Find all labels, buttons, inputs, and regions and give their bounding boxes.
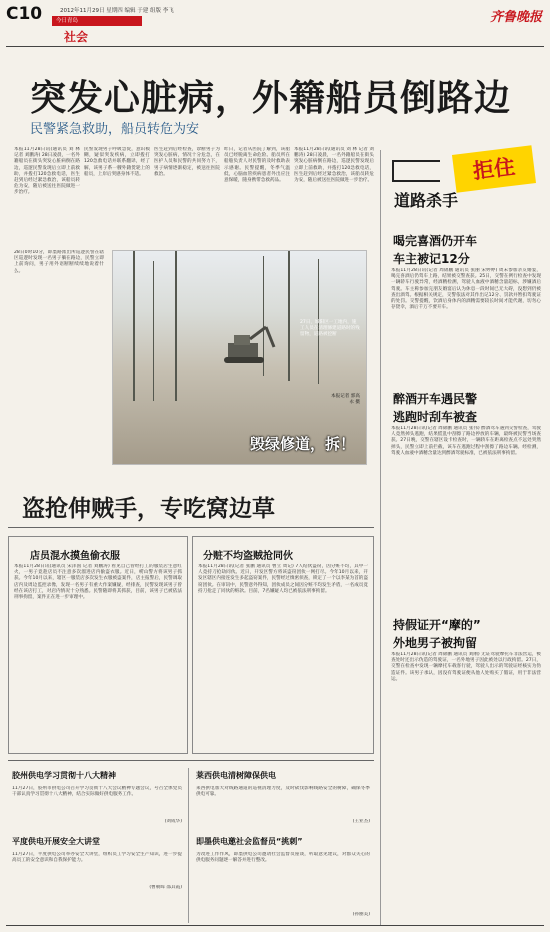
column-divider (380, 150, 381, 925)
right-story3-headline-1: 持假证开“摩的” (393, 618, 481, 632)
right-story1-body: 本报11月28日讯(记者 周锦鹏 通讯员 张丽 宋婷婷) 周末参加亲友婚宴，喝完喜酒后仍驾车上路，结果被交警查获。25日，交警在例行检查中发现一辆轿车行驶异常，经酒精检测，驾驶人血液中酒精含量超标，涉嫌酒后驾驶。车主称参加完朋友婚宴后认为休息一段时间已无大碍，没想到仍被查出酒驾。根据相关规定，交警依法对其作出记12分、罚款并暂扣驾驶证的处罚。交警提醒，饮酒后身体内的酒精需要较长时间才能代谢，切勿心存侥幸，酒后千万不要开车。 (391, 268, 541, 311)
story2-body: 本报11月28日讯(记者 张鹏 通讯员 曹立 周记) 7人结伙盗窃，因分赃不均，其中一人竟持刀抢劫同伙。近日，开发区警方将该盗窃团伙一网打尽。今年10月以来，开发区辖区内接连发生多起盗窃案件，民警经过缜密侦查，锁定了一个以李某为首的盗窃团伙。在审讯中，民警意外得知，团伙成员之间因分赃不均发生矛盾，一名成员竟持刀抢走了同伙的赃款。目前，7名嫌疑人均已被依法刑事拘留。 (198, 564, 368, 594)
story1-body: 本报11月28日讯(通讯员 宋泽国 记者 刘鹏涛) 看见自己曾经打工的服装店生意红火，一男子竟趁店员不注意多次溜进店内偷盗衣服。近日，崂山警方将该男子抓获。今年10月以来，辖区一服装店多次发生衣服被盗案件，店主报警后，民警调取店内及周边监控录像，发现一名男子有重大作案嫌疑，经排查，民警发现该男子曾经在该店打工，对店内情况十分熟悉。民警随即将其抓获，目前，该男子已被依法刑事拘留，案件正在进一步审理中。 (14, 564, 182, 601)
main-story-col4: 昨日，记者从医院了解到，该船员已经脱离生命危险。船员所在船舶负责人对民警的及时救助表示感谢。民警提醒，冬季气温低，心脑血管疾病患者外出应注意保暖，随身携带急救药品。 (224, 147, 290, 184)
section-name: 社会 (64, 30, 89, 44)
masthead-logo: 齐鲁晚报 (489, 10, 542, 25)
bottom-rule (8, 760, 374, 761)
right-story3-body: 本报11月28日讯(记者 周锦鹏 通讯员 刘刚) 无证驾驶摩托车非法营运，被查处时还出示伪造的驾驶证，一名外地男子因此被处以行政拘留。27日，交警在检查中发现一辆摩托车载客行驶，驾驶人出示的驾驶证经核实为伪造证件。该男子承认，因没有驾驶证便从他人处购买了假证，用于非法营运。 (391, 652, 541, 682)
brief-right2-body: 为改进工作作风，即墨供电公司邀请社会监督员座谈，听取意见建议，对群众关心的供电服务问题逐一解答并进行整改。 (196, 852, 370, 864)
brief-left2-body: 11月27日，平度供电公司举办安全大讲堂，组织员工学习安全生产知识，进一步提高员工的安全意识和自我保护能力。 (12, 852, 182, 864)
photo-headline: 毁绿修道，拆！ (250, 435, 356, 453)
right-story2-body: 本报11月28日讯(记者 周锦鹏 通讯员 张伟) 醉酒驾车遇到交警检查，驾驶人竟然掉头逃跑，结果慌乱中刮擦了路边停放的车辆，最终被民警当场查获。27日晚，交警在辖区设卡检查时，一辆轿车在距离检查点不远处突然掉头，民警立即上前拦截，该车在逃跑过程中刮擦了路边车辆。经检测，驾驶人血液中酒精含量达到醉酒驾驶标准，已被依法刑事拘留。 (391, 426, 541, 456)
main-subhead: 民警紧急救助，船员转危为安 (30, 122, 200, 137)
column-bracket (392, 160, 440, 182)
brief-left2-title: 平度供电开展安全大讲堂 (12, 837, 100, 846)
brief-right1-title: 莱西供电清树障保供电 (196, 771, 276, 780)
section2-rule (8, 527, 374, 528)
column-title: 道路杀手 (394, 191, 459, 210)
brief-right1-credit: (王业杰) (352, 819, 370, 824)
photo-credit: 本报记者 郭高永 摄 (330, 394, 360, 405)
column-stamp: 拒住 (452, 145, 536, 192)
footer-rule (6, 925, 544, 926)
right-story2-headline-1: 醉酒开车遇民警 (393, 392, 478, 406)
main-story-col1b: 28日0时10分，即墨路派出所巡逻民警在辖区巡逻时发现一名男子躺在路边，民警立即上前询问，男子用外语断断续续地说着什么。 (14, 250, 104, 274)
story1-title: 店员混水摸鱼偷衣服 (30, 551, 120, 562)
excavator-icon (208, 321, 278, 366)
brief-right1-body: 莱西供电加大对线路通道的巡视清理力度，及时砍伐影响线路安全的树障，确保冬季供电可靠。 (196, 786, 370, 798)
page-number: C10 (6, 4, 43, 24)
brief-left1-body: 11月27日，胶州市供电公司召开学习贯彻十八大会议精神专题会议，号召全体党员干部认真学习贯彻十八大精神，结合实际做好供电服务工作。 (12, 786, 182, 798)
main-story-col5: 本报11月28日讯(通讯员 刘 林 记者 刘鹏涛) 28日凌晨，一名外籍船员在街头突发心脏病倒在路边，巡逻民警发现后立即上前救助，并拨打120急救电话，医生赶到后经过紧急救治，该船员转危为安，随后被送往医院做进一步治疗。 (294, 147, 374, 184)
brief-right2-credit: (孙丽美) (352, 912, 370, 917)
section2-headline: 盗抢伸贼手，专吃窝边草 (22, 496, 275, 522)
brief-left2-credit: (曹朝晖 邵其霞) (149, 885, 182, 890)
main-headline: 突发心脏病，外籍船员倒路边 (30, 78, 512, 119)
section-tag: 今日青岛 (52, 16, 142, 26)
dateline: 2012年11月29日 星期四 编辑 于建 组版 李飞 (60, 8, 174, 14)
bottom-divider (188, 768, 189, 923)
main-story-col1: 本报11月28日讯(通讯员 刘 林 记者 刘鹏涛) 28日凌晨，一名外籍船员在街头突发心脏病倒在路边，巡逻民警发现后立即上前救助，并拨打120急救电话，医生赶到后经过紧急救治，该船员转危为安，随后被送往医院做进一步治疗。 (14, 147, 80, 196)
brief-left1-title: 胶州供电学习贯彻十八大精神 (12, 771, 116, 780)
right-story3-headline-2: 外地男子被拘留 (393, 636, 478, 650)
brief-right2-title: 即墨供电邀社会监督员“挑刺” (196, 837, 303, 846)
right-story1-headline-2: 车主被记12分 (393, 252, 470, 266)
story2-title: 分赃不均盗贼抢同伙 (203, 551, 293, 562)
brief-left1-credit: (刘成华) (164, 819, 182, 824)
right-story1-headline-1: 喝完喜酒仍开车 (393, 234, 478, 248)
header-rule (6, 46, 544, 47)
photo-caption: 27日，城阳区一工地内，施工人员在清理修建道路时的残留物，道路被挖断 (300, 320, 360, 337)
right-story2-headline-2: 逃跑时刮车被查 (393, 410, 478, 424)
main-story-col3: 医生赶到后经检查，诊断男子为突发心脏病，情况十分危急，在医护人员和民警的共同努力下，男子病情逐渐稳定，被送往医院救治。 (154, 147, 220, 177)
main-story-col2: 民警发现男子呼吸急促，意识模糊，疑似突发疾病，立即拨打120急救电话并联系翻译，经了解，该男子系一艘外籍货轮上的船员，上岸后突感身体不适。 (84, 147, 150, 177)
